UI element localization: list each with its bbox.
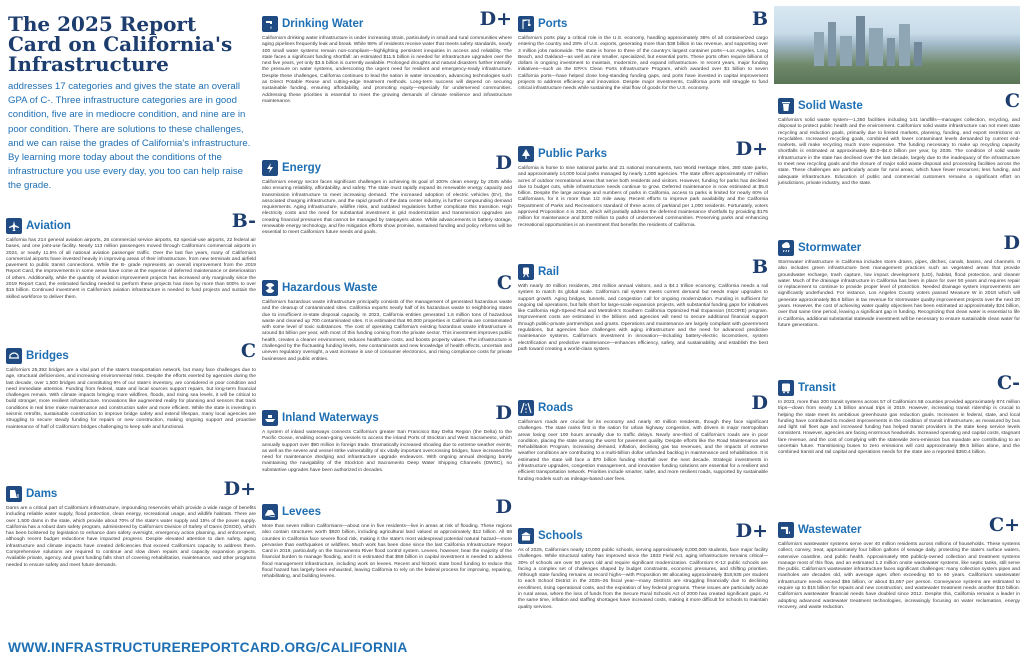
grade-badge: B- bbox=[231, 210, 256, 232]
section-body: California's roads are crucial for its economy and nearly 40 million residents, though they face significant challenges. The state ranks first in the nation for urban highway congestion, with drivers in major metropolitan areas losing over 100 hours annually due to traffic delays. Nearly one-third of California's roads are in poor condition, placing the state among the worst for pavement quality. Despite efforts like the Road Maintenance and Rehabilitation Program, increasing demand, inflation, declining gas tax revenues, and the impacts of extreme weather conditions are contributing to a multi-billion dollar unfunded backlog in maintenance and rehabilitation. It is estimated the state will face a $70 billion funding shortfall over the next decade. Strategic investments in infrastructure upgrades, congestion management, and innovative funding solutions are essential for a resilient and efficient transportation network. Priorities include smarter, safer, and more resilient roads, supported by sustainable funding models such as mileage-based user fees. bbox=[518, 420, 768, 482]
section-title: Ports bbox=[538, 18, 568, 30]
ship-icon bbox=[262, 410, 278, 426]
section-title: Levees bbox=[282, 506, 322, 518]
road-icon bbox=[518, 400, 534, 416]
section-title: Transit bbox=[798, 382, 836, 394]
section-rail bbox=[518, 256, 768, 353]
section-body: California's hazardous waste infrastructure principally consists of the management of generated hazardous waste and the cleanup of contaminated sites. California exports nearly half of its hazardous waste to neighboring states due to insufficient in-state disposal capacity. In 2023, California entities generated 1.6 million tons of hazardous waste and cleaned up 700 contaminated sites. It is estimated that 90,000 properties in California are contaminated with some level of toxic substances. The cost of operating California's existing hazardous waste infrastructure is around $4 billion per year, with most of this funding coming from the private sector. This investment improves public health, creates a cleaner environment, reduces healthcare costs, and boosts property values. The infrastructure is challenged by the fluctuating funding levels, new contaminants and new knowledge of health effects, uncertain and uneven regulatory oversight, a vast increase in use of consumer electronics, and rising compliance costs for private businesses and public entities. bbox=[262, 300, 512, 362]
grade-badge: D+ bbox=[479, 8, 512, 30]
section-body: Stormwater infrastructure in California includes storm drains, pipes, ditches, canals, basins, and channels. It also includes green infrastructure best management practices such as vegetated areas that provide groundwater recharge, trash capture, low impact development (LID), habitat, flood protection, and cleaner water. Much of the drainage infrastructure in California has been in place for over 50 years and requires repair or replacement to continue to provide proper level of protection. Needed drainage system improvements are significantly underfunded. For instance, Los Angeles County voters passed Measure W in 2018 which will generate approximately $6.6 billion in tax revenue for stormwater quality improvement projects over the next 20 years. However, the cost of achieving water quality objectives has been estimated at approximately $24 billion, over that same time period, leaving a significant gap in funding. Recognizing that clean water is essential to life in California, additional substantial statewide investment will be necessary to ensure sustainable clean water for future generations. bbox=[778, 260, 1020, 328]
school-icon bbox=[518, 528, 534, 544]
section-stormwater bbox=[778, 232, 1020, 329]
section-title: Solid Waste bbox=[798, 100, 863, 112]
section-body: California's energy sector faces significant challenges in achieving its goal of 100% clean energy by 2045 while also ensuring reliability, affordability, and safety. The state must rapidly expand its renewable energy capacity and transmission infrastructure to meet increasing demand. The increased adoption of electric vehicles (EV), the associated charging infrastructure, and the rapid growth of the data center industry, is further compounding demand requirements. Aging infrastructure, wildfire risks, and outdated regulations further complicate this transition. High electricity costs and the need for substantial investment in grid modernization and transmission upgrades are creating financial pressures that cannot be managed by ratepayers alone. While advancements in battery storage, renewable energy technology, and fire mitigation efforts show promise, sustained funding and policy reforms will be essential to meet California's future needs and goals. bbox=[262, 180, 512, 236]
section-body: With nearly 40 million residents, 264 million annual visitors, and a $4.1 trillion economy, California needs a rail system to match its global scale. California's rail system meets current demand but needs major upgrades to support growth. Aging bridges, tunnels, and congestion call for ongoing modernization. Funding is sufficient for ongoing rail operations, but falls short for large-scale expansion projects, with substantial funding gaps for initiatives like California High-Speed Rail and Metrolink's Southern California Optimized Rail Expansion (SCORE) program. Improvement costs are estimated in the billions and agencies will need to secure additional financial support through public-private partnerships and grants. Operations and maintenance are largely compliant with government regulations, but agencies face challenges with aging infrastructure and the need for advanced predictive maintenance systems. California's investment in innovation—including battery-electric locomotives, system electrification and predictive maintenance—enhances efficiency, safety, and sustainability, and establish the best path toward creating a world-class system. bbox=[518, 284, 768, 352]
section-title: Public Parks bbox=[538, 148, 608, 160]
grade-badge: D bbox=[495, 402, 512, 424]
train-icon bbox=[518, 264, 534, 280]
page-title: The 2025 Report Card on California's Infrastructure bbox=[8, 12, 233, 76]
section-title: Rail bbox=[538, 266, 560, 278]
section-title: Schools bbox=[538, 530, 583, 542]
section-title: Stormwater bbox=[798, 242, 862, 254]
section-hazardous-waste bbox=[262, 272, 512, 363]
section-body: Dams are a critical part of California's infrastructure, impounding reservoirs which provide a wide range of benefits including reliable water supply, flood protection, clean energy, recreational usage, and wildlife habitats. There are over 1,500 dams in the state, which provide about 70% of the state's water supply and 15% of the power supply. California has a robust dam safety program, administered by California's Division of Safety of Dams (DSOD), which has been bolstered by legislation to enhance dam safety oversight, emergency action planning, and enforcement, although recent budget reductions have impacted progress. Despite elevated attention to dam safety, aging infrastructure and climate impacts have created deficiencies that exceed California's capacity to address them. Comprehensive solutions are required to continue and slow down repairs and capacity expansion projects. Available private, agency, and grant funding falls short of covering rehabilitation, maintenance, and other programs needed to ensure safety and meet future demands. bbox=[6, 506, 256, 568]
grade-badge: D bbox=[1003, 232, 1020, 254]
grade-badge: C- bbox=[996, 372, 1020, 394]
section-title: Bridges bbox=[26, 350, 69, 362]
intro-text: addresses 17 categories and gives the state an overall GPA of C-. Three infrastructure categories are in good condition, five are in mediocre condition, and nine are in poor condition. There are solutions to these challenges, and we can raise the grades of California's infrastructure. By learning more today about the conditions of the infrastructure you use every day, you too can help raise the grade. bbox=[8, 81, 251, 192]
section-inland-waterways bbox=[262, 402, 512, 474]
bridge-icon bbox=[6, 348, 22, 364]
grade-badge: C bbox=[496, 272, 512, 294]
section-body: California's drinking water infrastructure is under increasing strain, particularly in small and rural communities where aging pipelines frequently leak and break. While 98% of residents receive water that meets safety standards, nearly 400 small water systems remain non-compliant—highlighting persistent inequities in access and reliability. The state faces a significant funding shortfall: an estimated $11.5 billion is needed for infrastructure upgrades over the next five years, yet only $3.5 billion is currently available. Prolonged droughts and natural disasters further intensify the pressure on water systems, underscoring the urgent need for resilient and emergency-ready infrastructure. Despite these challenges, California continues to lead the nation in water innovation, advancing technologies such as Direct Potable Reuse and cutting-edge treatment methods. Long-term success will depend on securing sustainable funding, ensuring affordability, and promoting equity—especially for underserved communities. Addressing these priorities is essential to meet the growing demands of climate resilience and infrastructure maintenance. bbox=[262, 36, 512, 104]
trash-icon bbox=[778, 98, 794, 114]
section-body: California's solid waste system—1,350 facilities including 141 landfills—manages collection, recycling, and disposal to protect public health and the environment. California's solid waste infrastructure can not meet state recycling and reduction goals, primarily due to limited markets, planning, funding, and export restrictions on recyclables. Increased recycling goals, combined with lower contaminant levels demanded by current end-markets, will make recycling much more expensive. The funding necessary to make up recycling capacity shortfalls is estimated at approximately $2.0–$4.0 billion per year, by 2035. The condition of solid waste infrastructure in the state has declined over the last decade, largely due to the inadequacy of the infrastructure to meet new recycling goals and the closure of major solid waste disposal and processing facilities across the state. These challenges are particularly acute for rural areas, which have fewer resources; less funding, and adequate infrastructure. Education of public and commercial customers remains a significant effort on jurisdictions, private industry, and the state. bbox=[778, 118, 1020, 186]
section-solid-waste bbox=[778, 90, 1020, 187]
grade-badge: D+ bbox=[735, 138, 768, 160]
dam-icon bbox=[6, 486, 22, 502]
grade-badge: B bbox=[751, 8, 768, 30]
grade-badge: C bbox=[240, 340, 256, 362]
section-public-parks bbox=[518, 138, 768, 229]
grade-badge: D bbox=[495, 152, 512, 174]
section-body: California has 214 general aviation airports, 26 commercial service airports, 62 special-use airports, 22 federal air bases, and one joint-use facility. Nearly 113 million passengers moved through California's commercial airports in 2024, or nearly 11.5% of all national aviation passenger traffic. Over the last five years, many of California's commercial airports have invested heavily in improving areas of their infrastructure, from new terminals and airfield pavement to public transit connections. While the B- grade represents an overall improvement from the 2019 Report Card, the improvements in some areas have come at the expense of deferred maintenance or deterioration of others. Additionally, while the quantity of aviation improvement projects has increased only marginally since the 2019 Report Card, the estimated funding needed to perform these projects has risen by more than 500% to over $15 billion. Continued investment in California's aviation infrastructure is needed to fund projects and sustain the skilled workforce to deliver them. bbox=[6, 238, 256, 300]
skyline-photo bbox=[774, 6, 1020, 84]
section-body: A system of inland waterways connects California's greater San Francisco Bay Delta Region (the Delta) to the Pacific Ocean, enabling ocean-going vessels to access the inland Ports of Stockton and West Sacramento, which annually support over $90 million in foreign trade. Dramatically increased shoaling due to extreme weather events, as well as the severe and vessel strike vulnerability of six vitally important overcrossing bridges, have increased the need for maintenance dredging and infrastructure upgrade endeavors. With ongoing annual dredging barely maintaining the navigability of the Stockton and Sacramento Deep Water Shipping Channels (DWSC), no substantive upgrades have been authorized in decades. bbox=[262, 430, 512, 473]
section-title: Roads bbox=[538, 402, 574, 414]
section-wastewater bbox=[778, 514, 1020, 611]
website-link[interactable]: WWW.INFRASTRUCTUREREPORTCARD.ORG/CALIFORNIA bbox=[8, 640, 408, 655]
plane-icon bbox=[6, 218, 22, 234]
section-levees bbox=[262, 496, 512, 581]
section-title: Energy bbox=[282, 162, 321, 174]
grade-badge: D bbox=[495, 496, 512, 518]
section-body: California's ports play a critical role in the U.S. economy, handling approximately 38% of all containerized cargo entering the country and 28% of U.S. exports, generating more than $38 billion in tax revenue, and supporting over 3 million jobs nationwide. The state is home to three of the country's largest container ports—Los Angeles, Long Beach, and Oakland—as well as nine smaller, specialized, but essential ports. These ports often require billions of dollars in ongoing investment to maintain, modernize, and expand infrastructure. In recent years, major funding initiatives—such as the EPA's Clean Ports Infrastructure Program, which awarded over $1 billion to seven California ports—have helped close long-standing funding gaps, and ports have invested in capital improvement projects to address efficiency and innovation. Despite major investments, California ports still struggle to fund critical infrastructure needs while sustaining the vital flow of goods for the U.S. economy. bbox=[518, 36, 768, 92]
crane-icon bbox=[518, 16, 534, 32]
section-schools bbox=[518, 520, 768, 611]
section-body: California's 25,392 bridges are a vital part of the state's transportation network, but many face challenges due to age, structural deficiencies, and increasing environmental risks. Despite the efforts exerted by agencies during the last decade, over 1,500 bridges and constituting 6% of our state's inventory, are considered in poor condition and need immediate attention. Funding from federal, state and local sources support repairs, but long-term financial challenges remain. With climate impacts bringing more wildfires, floods, and rising sea levels, it will be critical to build stronger, more resilient infrastructure. Innovations like augmented reality for planning and sensors that track conditions in real time make maintenance and construction safer and more efficient. While the state is investing in seismic retrofits, sustainable construction to improve bridge safety and extend lifespan, many local agencies are struggling to secure steady funding for repairs or new construction, making ongoing support and proactive maintenance of half of California's bridges challenging to keep safe and functional. bbox=[6, 368, 256, 430]
pipe-icon bbox=[778, 522, 794, 538]
section-energy bbox=[262, 152, 512, 237]
section-body: In 2023, more than 200 transit systems across 57 of California's 58 counties provided approximately 874 million trips—down from nearly 1.5 billion annual trips in 2019. However, increasing transit ridership is crucial to helping the state meet its ambitious greenhouse gas reduction goals. Increases in federal, state, and local funding have contributed to modest improvements in the condition of transit infrastructure, as measured by bus and light rail fleet age and increased funding has helped transit providers in the state keep service levels consistent. However, agencies are facing enormous headwinds. Increased operating and capital costs, stagnant fare revenue, and the cost of complying with the statewide zero-emission bus mandate are contributing to an uncertain future. Transitioning buses to zero emissions will cost approximately $9.5 billion alone, and the combined transit and rail capital and operations needs for the state are a reported $350.4 billion. bbox=[778, 400, 1020, 456]
section-aviation bbox=[6, 210, 256, 301]
faucet-icon bbox=[262, 16, 278, 32]
grade-badge: C bbox=[1004, 90, 1020, 112]
grade-badge: D+ bbox=[735, 520, 768, 542]
section-dams bbox=[6, 478, 256, 569]
section-bridges bbox=[6, 340, 256, 431]
bolt-icon bbox=[262, 160, 278, 176]
section-title: Inland Waterways bbox=[282, 412, 379, 424]
bus-icon bbox=[778, 380, 794, 396]
section-title: Drinking Water bbox=[282, 18, 364, 30]
section-title: Wastewater bbox=[798, 524, 862, 536]
grade-badge: D bbox=[751, 392, 768, 414]
section-body: California is home to nine national parks and 21 national monuments, two World Heritage Sites, 280 state parks, and approximately 14,000 local parks managed by nearly 1,000 agencies. The state offers approximately 47 million acres of outdoor recreational areas that serve both residents and visitors. However, funding for parks has declined due to budget cuts, while infrastructure needs continue to grow. Deferred maintenance is now estimated at $5.6 billion. Despite the large acreage and numbers of parks in California, access to parks is limited for nearly 60% of Californians, for it is more than 1/2 mile away. Recent efforts to improve park availability and the California Department of Parks and Recreation's standard of three acres of parkland per 1,000 residents. Fortunately, voters approved Proposition 4 in 2024, which will partially address the deferred maintenance shortfalls by providing $175 million for maintenance and $200 million to parks of underserved communities. Preserving parks and enhancing recreational opportunities is an investment that benefits the residents of California. bbox=[518, 166, 768, 228]
hazard-icon bbox=[262, 280, 278, 296]
section-drinking-water bbox=[262, 8, 512, 105]
grade-badge: C+ bbox=[988, 514, 1020, 536]
section-title: Dams bbox=[26, 488, 58, 500]
section-roads bbox=[518, 392, 768, 483]
rain-icon bbox=[778, 240, 794, 256]
section-body: California's wastewater systems serve over 40 million residents across millions of households. These systems collect, convey, treat, approximately four billion gallons of sewage daily, protecting the state's surface waters, extensive coastline, and public health. Approximately 900 publicly-owned collection and treatment systems manage most of this flow, and an estimated 1.2 million onsite wastewater systems, like septic tanks, still serve the public. California's wastewater infrastructure faces significant challenges: many collection system pipes and manholes are decades old, with average ages often exceeding 50 to 60 years. California's wastewater infrastructure needs exceed $65 billion, or about $1,657 per person. Conveyance systems are estimated to require up to $15 billion for repairs and new construction, and wastewater treatment needs another $10 billion. California's wastewater financial needs have doubled since 2012. Despite this, California remains a leader in adopting advanced wastewater treatment technologies, increasingly focusing on water reclamation, energy recovery, and waste reduction. bbox=[778, 542, 1020, 610]
section-body: As of 2025, California's nearly 10,000 public schools, serving approximately 6,000,000 students, face major facility challenges. While structural safety has improved since the 1933 Field Act, aging infrastructure remains critical—30% of schools are over 50 years old and require significant modernization. California's K-12 public schools are facing a complex set of challenges shaped by budget constraints, economic pressures, and shifting priorities. Although state funding remains at record highs—with Proposition 98 allocating approximately $18,935 per student to each School District in the 2025–26 fiscal year—many Districts are struggling financially due to declining enrollment, rising operational costs, and the expiration of key federal programs. These issues are particularly acute in rural areas, where the loss of funds from the Secure Rural Schools Act of 2000 has created significant gaps. At the same time, inflation and staffing shortages have increased costs, making it more difficult for schools to maintain quality services. bbox=[518, 548, 768, 610]
levee-icon bbox=[262, 504, 278, 520]
grade-badge: B bbox=[751, 256, 768, 278]
tree-icon bbox=[518, 146, 534, 162]
section-body: More than seven million Californians—about one in five residents—live in areas at risk of flooding. These regions also contain structures worth $920 billion, including agricultural land valued at approximately $12 billion. All 58 counties in California face severe flood risk, making it the state's most widespread potential natural hazard—more pervasive than earthquakes or wildfires. Much work has been done since the last California Infrastructure Report Card in 2019, particularly on the Sacramento River flood control system. Levees, however, bear the majority of the financial burden to manage flooding, and it is estimated that $59 billion in capital investment is needed to address flood management infrastructure, including work on levees. Recent and historic state bond funding to reduce this flood hazard has largely been exhausted, leaving California to rely on the federal process for improving, repairing, rehabilitating, and building levees. bbox=[262, 524, 512, 580]
section-transit bbox=[778, 372, 1020, 457]
section-title: Hazardous Waste bbox=[282, 282, 378, 294]
section-title: Aviation bbox=[26, 220, 71, 232]
section-ports bbox=[518, 8, 768, 93]
grade-badge: D+ bbox=[223, 478, 256, 500]
